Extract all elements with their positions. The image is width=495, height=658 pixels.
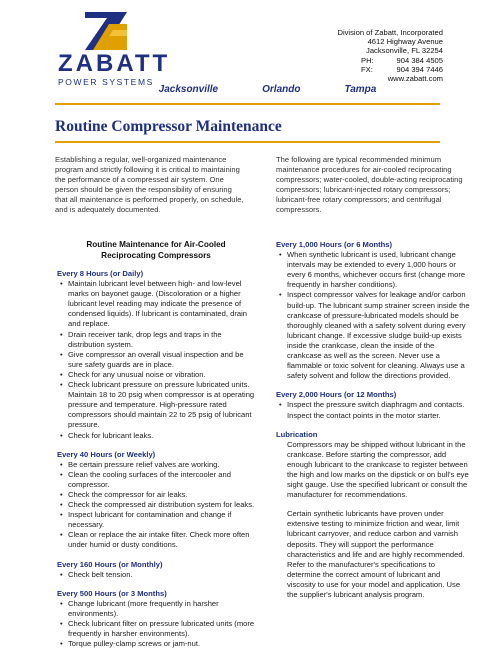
phone-number: 904 384 4505 <box>396 55 443 65</box>
list-item: • Maintain lubricant level between high- and low-level marks on bayonet gauge. (Discoloration or a higher lubricant level reading may indicate the presence of condensed liquids). If lubricant is contaminated, drain and replace. <box>57 279 255 329</box>
list-item: • Check the compressed air distribution system for leaks. <box>57 500 255 510</box>
city-jacksonville: Jacksonville <box>158 84 219 95</box>
page-title: Routine Compressor Maintenance <box>55 118 282 135</box>
section-heading: Every 8 Hours (or Daily) <box>57 269 144 278</box>
company-address <box>337 28 443 83</box>
section-heading: Every 2,000 Hours (or 12 Months) <box>276 390 397 400</box>
intro-left-paragraph: Establishing a regular, well-organized maintenance program and strictly following it is critical to maintaining the performance of a compressed air system. One person should be given the responsibility of ensuring that all maintenance is performed properly, on schedule, and is adequately documented. <box>55 155 244 215</box>
list-item: • Inspect compressor valves for leakage and/or carbon build-up. The lubricant sump strainer screen inside the crankcase of pressure-lubricated models should be thoroughly cleaned with a safety solvent during every lubricant change. If excessive sludge build-up exists inside the crankcase, clean the inside of the crankcase as well as the screen. Never use a flammable or toxic solvent for cleaning. Always use a safety solvent and follow the directions provided. <box>276 290 470 381</box>
section-8-hours <box>57 269 255 441</box>
city-tampa: Tampa <box>344 84 377 95</box>
section-40-hours <box>57 450 255 551</box>
list-item: • Drain receiver tank, drop legs and traps in the distribution system. <box>57 330 255 350</box>
city-locations <box>0 84 495 95</box>
list-item: • Check the compressor for air leaks. <box>57 490 255 500</box>
left-column <box>57 240 255 658</box>
list-item: • Clean or replace the air intake filter. Check more often under humid or dusty conditions. <box>57 530 255 550</box>
phone-label: PH: <box>361 55 374 65</box>
section-heading: Every 500 Hours (or 3 Months) <box>57 588 167 598</box>
intro-right-paragraph: The following are typical recommended minimum maintenance procedures for air-cooled reciprocating compressors; water-cooled, double-acting reciprocating compressors; lubricant-injected rotary compressors; lubricant-free rotary compressors; and centrifugal compressors. <box>276 155 463 215</box>
city-orlando: Orlando <box>262 84 301 95</box>
bullet-list <box>276 250 470 381</box>
column-title-line2: Reciprocating Compressors <box>101 250 211 260</box>
list-item: • Torque pulley-clamp screws or jam-nut. <box>57 639 255 649</box>
address-phone-row <box>337 56 443 65</box>
list-item: • Change lubricant (more frequently in harsher environments). <box>57 599 255 619</box>
bullet-list <box>57 599 255 649</box>
brand-name: ZABATT <box>58 50 171 77</box>
list-item: • Inspect lubricant for contamination and change if necessary. <box>57 510 255 530</box>
header-divider-bottom <box>55 141 440 143</box>
list-item: • Give compressor an overall visual inspection and be sure safety guards are in place. <box>57 350 255 370</box>
list-item: • Be certain pressure relief valves are working. <box>57 460 255 470</box>
list-item: • Check belt tension. <box>57 570 255 580</box>
bullet-list <box>276 400 470 420</box>
brand-logo <box>58 12 171 87</box>
section-heading: Every 1,000 Hours (or 6 Months) <box>276 240 393 249</box>
lubrication-paragraph: Compressors may be shipped without lubricant in the crankcase. Before starting the compressor, add enough lubricant to the crankcase to register between the high and low marks on the dipstick or on bull's eye sight gauge. Use the specified lubricant or consult the manufacturer for recommendations. <box>287 439 469 500</box>
header-divider-top <box>55 103 440 105</box>
fax-label: FX: <box>361 64 373 74</box>
address-street: 4612 Highway Avenue <box>367 37 443 47</box>
list-item: • Clean the cooling surfaces of the intercooler and compressor. <box>57 470 255 490</box>
list-item: • Check lubricant filter on pressure lubricated units (more frequently in harsher environments). <box>57 619 255 639</box>
brand-subtitle: POWER SYSTEMS <box>58 77 154 87</box>
section-heading: Every 40 Hours (or Weekly) <box>57 449 156 459</box>
list-item: • Inspect the pressure switch diaphragm and contacts. Inspect the contact points in the motor starter. <box>276 400 470 420</box>
website-link[interactable]: www.zabatt.com <box>387 74 443 84</box>
address-fax-row <box>337 65 443 74</box>
section-500-hours <box>57 589 255 650</box>
fax-number: 904 394 7446 <box>396 64 443 74</box>
column-title-line1: Routine Maintenance for Air-Cooled <box>86 240 226 249</box>
bullet-list <box>57 570 255 580</box>
section-1000-hours <box>276 240 470 381</box>
list-item: • Check for any unusual noise or vibration. <box>57 370 255 380</box>
section-heading: Every 160 Hours (or Monthly) <box>57 559 163 569</box>
address-division: Division of Zabatt, Incorporated <box>337 28 443 37</box>
zabatt-z-logo-icon <box>83 12 129 50</box>
section-160-hours <box>57 560 255 580</box>
lubrication-paragraph: Certain synthetic lubricants have proven under extensive testing to minimize friction and wear, limit lubricant carryover, and reduce carbon and varnish deposits. They will support the performance characteristics and life and are highly recommended. Refer to the manufacturer's specifications to determine the correct amount of lubricant and viscosity to use for your model and application. Use the supplier's lubricant analysis program. <box>287 509 465 599</box>
list-item: • When synthetic lubricant is used, lubricant change intervals may be extended to every 1,000 hours or every 6 months, whichever occurs first (change more frequently in harsher conditions). <box>276 250 470 290</box>
lubrication-heading: Lubrication <box>276 429 318 439</box>
section-2000-hours <box>276 390 470 420</box>
list-item: • Check for lubricant leaks. <box>57 431 255 441</box>
column-title <box>57 240 255 261</box>
bullet-list <box>57 279 255 441</box>
address-city: Jacksonville, FL 32254 <box>366 46 443 56</box>
list-item: • Check lubricant pressure on pressure lubricated units. Maintain 18 to 20 psig when compressor is at operating pressure and temperature. High-pressure rated compressors should maintain 22 to 25 psig of lubricant pressure. <box>57 380 255 430</box>
bullet-list <box>57 460 255 551</box>
right-column <box>276 240 470 609</box>
